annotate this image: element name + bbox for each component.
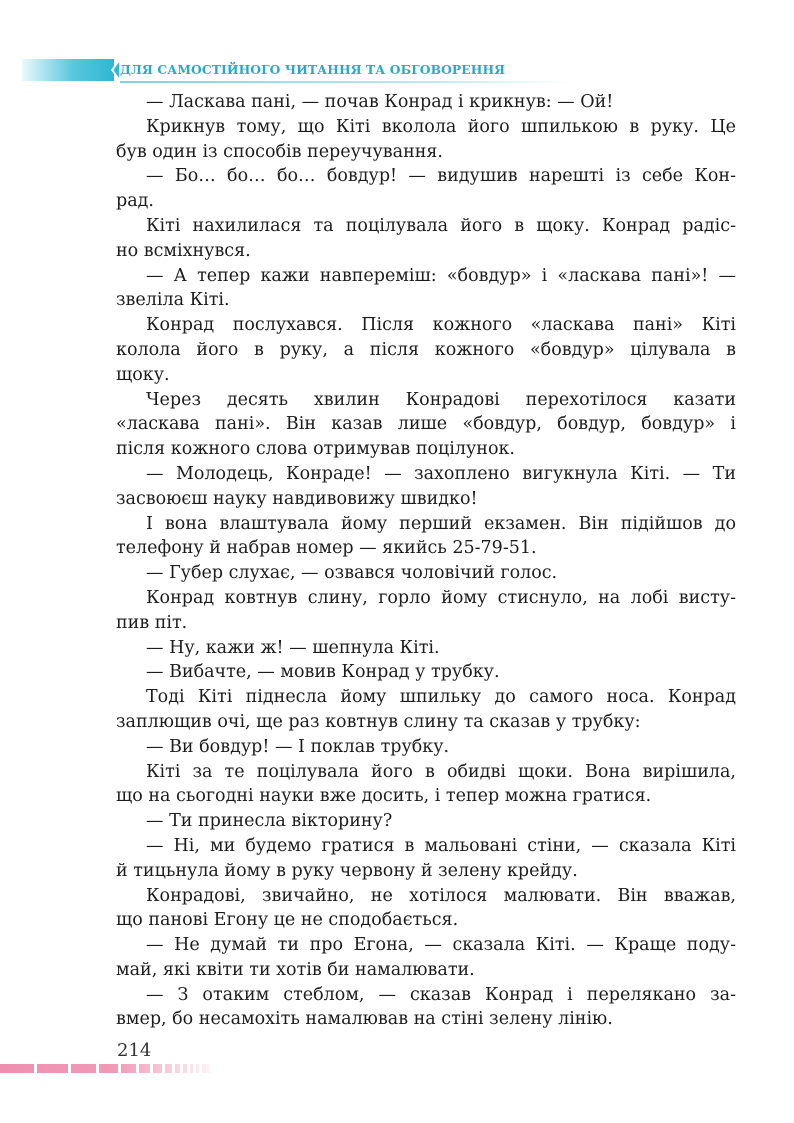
text-line: — А тепер кажи навперемiш: «бовдур» і «ласкава пані»! — (146, 265, 736, 286)
text-line: — Ні, ми будемо гратися в мальовані стіни, — сказала Кіті (146, 835, 736, 856)
text-line: що панові Егону це не сподобається. (116, 910, 459, 931)
text-line: — Вибачте, — мовив Конрад у трубку. (146, 662, 500, 683)
text-line: колола його в руку, а після кожного «бовдур» цілувала в (116, 339, 736, 360)
text-line: май, які квіти ти хотів би намалювати. (116, 959, 475, 980)
text-line: — Ну, кажи ж! — шепнула Кіті. (146, 637, 440, 658)
text-line: після кожного слова отримував поцілунок. (116, 439, 515, 460)
text-line: Крикнув тому, що Кіті вколола його шпилькою в руку. Це (146, 116, 736, 137)
story-text (116, 90, 736, 1032)
text-line: І вона влаштувала йому перший екзамен. Він підійшов до (146, 513, 736, 534)
text-line: засвоюєш науку навдивовижу швидко! (116, 488, 478, 509)
text-line: вмер, бо несамохіть намалював на стіні зелену лінію. (116, 1009, 613, 1030)
section-title: ДЛЯ САМОСТІЙНОГО ЧИТАННЯ ТА ОБГОВОРЕННЯ (120, 62, 506, 77)
text-line: щоку. (116, 364, 170, 385)
text-line: звеліла Кіті. (116, 290, 230, 311)
footer-decor-bar (0, 1064, 210, 1073)
text-line: — Ласкава пані, — почав Конрад і крикнув: — Ой! (146, 92, 614, 112)
chevron-left-icon (107, 59, 119, 81)
text-line: пив піт. (116, 612, 188, 633)
text-line: рад. (116, 191, 154, 212)
text-line: — Молодець, Конраде! — захоплено вигукнула Кіті. — Ти (146, 463, 736, 484)
text-line: — Не думай ти про Егона, — сказала Кіті. — Краще поду- (146, 935, 736, 956)
text-line: що на сьогодні науки вже досить, і тепер можна гратися. (116, 786, 652, 807)
page-number: 214 (117, 1040, 152, 1061)
text-line: був один із способів переучування. (116, 141, 443, 162)
text-line: заплющив очі, ще раз ковтнув слину та сказав у трубку: (116, 711, 641, 732)
text-line: Конрадові, звичайно, не хотілося малювати. Він вважав, (146, 885, 736, 906)
text-line: Кіті нахилилася та поцілувала його в щоку. Конрад радіс- (146, 215, 736, 236)
text-line: — Ви бовдур! — І поклав трубку. (146, 736, 450, 757)
text-line: Конрад послухався. Після кожного «ласкава пані» Кіті (146, 315, 736, 336)
text-line: Через десять хвилин Конрадові перехотілося казати (146, 389, 736, 410)
text-line: Тоді Кіті піднесла йому шпильку до самого носа. Конрад (146, 687, 736, 708)
text-line: — Губер слухає, — озвався чоловічий голос. (146, 563, 558, 584)
header-underline (120, 81, 570, 83)
section-header-band (22, 59, 114, 81)
text-line: — Ти принесла вікторину? (146, 811, 393, 832)
text-line: телефону й набрав номер — якийсь 25-79-51. (116, 538, 537, 559)
text-line: но всміхнувся. (116, 240, 251, 261)
text-line: «ласкава пані». Він казав лише «бовдур, бовдур, бовдур» і (116, 414, 736, 435)
text-line: — З отаким стеблом, — сказав Конрад і перелякано за- (146, 984, 736, 1005)
text-line: — Бо… бо… бо… бовдур! — видушив нарешті із себе Кон- (146, 166, 736, 187)
text-line: Конрад ковтнув слину, горло йому стиснуло, на лобі висту- (146, 587, 736, 608)
text-line: Кіті за те поцілувала його в обидві щоки. Вона вирішила, (146, 761, 736, 782)
text-line: й тицьнула йому в руку червону й зелену крейду. (116, 860, 578, 881)
